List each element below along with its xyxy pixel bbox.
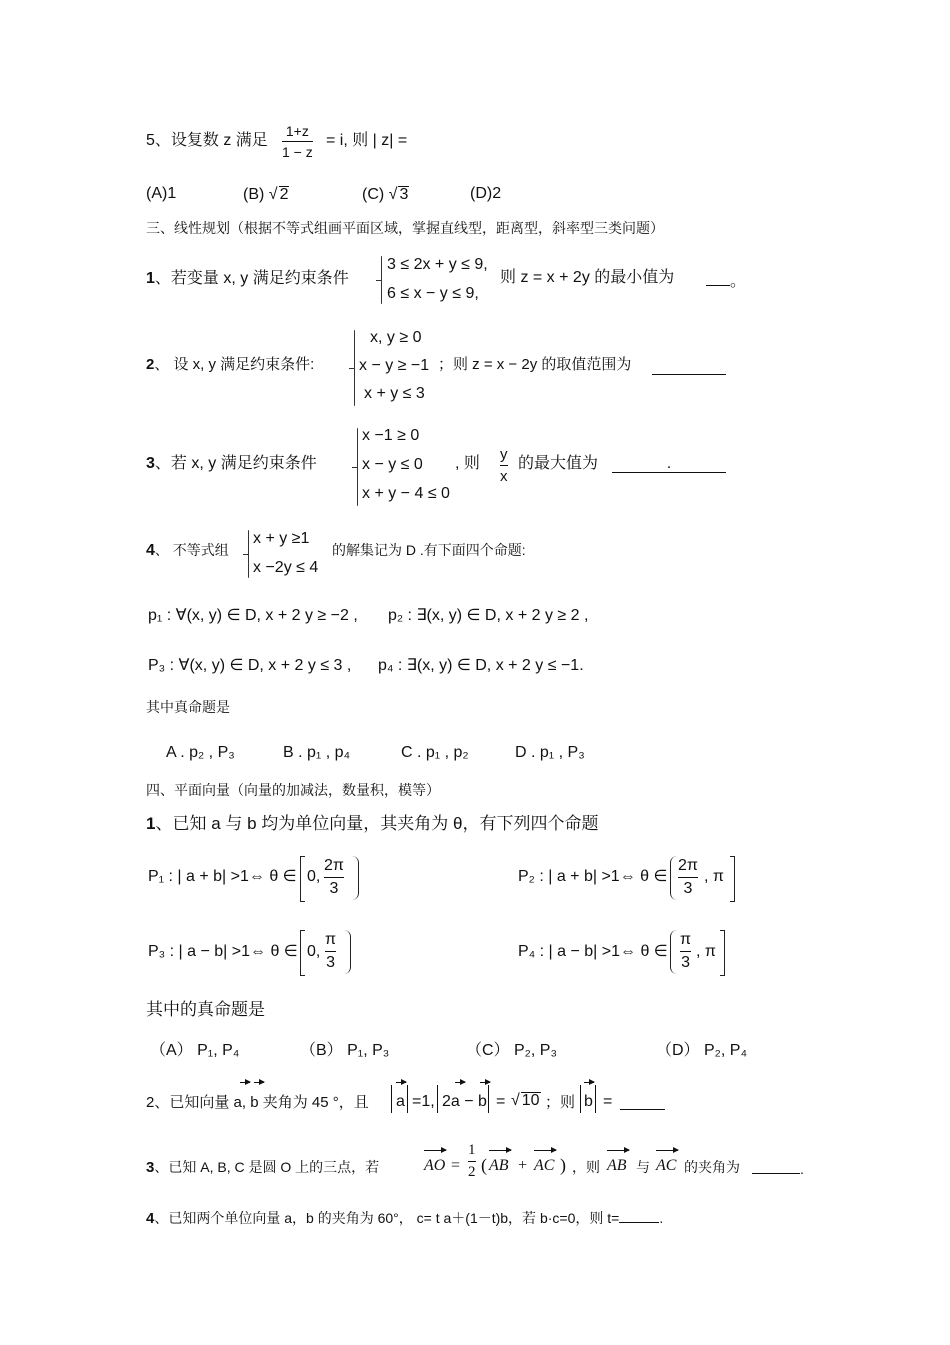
vec3-ao: AO [424, 1157, 446, 1174]
vec3-with: 与 [636, 1159, 650, 1175]
vec1-p4-lhs: P₄ : | a − b| >1⇔ θ ∈ [518, 943, 668, 960]
vec1-p2-frac-num: 2π [678, 857, 698, 874]
lp2-cond-2: x − y ≥ −1 [359, 357, 430, 374]
lp4-question [146, 543, 229, 559]
vec2-abs-b: b [584, 1093, 593, 1110]
vec3-answer-blank[interactable] [752, 1160, 800, 1174]
vec1-question [146, 815, 598, 832]
vec3-dot: . [800, 1161, 804, 1177]
lp3-fraction [500, 447, 508, 484]
vec3-then: ，则 [572, 1159, 600, 1175]
vec1-p2-frac-den: 3 [683, 880, 693, 897]
vec2-question: 2、已知向量 a, b 夹角为 45 °，且 [146, 1094, 369, 1111]
lp1-text: 、若变量 x, y 满足约束条件 [154, 270, 349, 287]
vec1-p3-frac-den: 3 [326, 954, 335, 971]
lp4-cond-2: x −2y ≤ 4 [253, 559, 319, 576]
vector-arrow-icon [396, 1082, 406, 1083]
vec1-p3-interval-left: 0, [307, 943, 321, 960]
lp2-answer-blank[interactable] [652, 358, 726, 375]
vec1-option-a: （A） P₁, P₄ [150, 1042, 240, 1059]
lp2-cond-3: x + y ≤ 3 [364, 385, 425, 402]
lp3-number: 3 [146, 455, 155, 472]
vec1-option-c: （C） P₂, P₃ [466, 1042, 557, 1059]
lp1-brace [381, 256, 382, 304]
vec1-p1-frac-den: 3 [329, 880, 339, 897]
vec1-option-d: （D） P₂, P₄ [656, 1042, 747, 1059]
abs-bar [407, 1085, 408, 1113]
vec2-abs-a: a [396, 1093, 405, 1110]
vec3-number: 3 [146, 1159, 155, 1176]
abs-bar [488, 1085, 489, 1113]
lp1-cond-1: 3 ≤ 2x + y ≤ 9, [387, 256, 488, 273]
lp3-brace [357, 428, 358, 506]
vec1-p3-frac-num: π [325, 931, 337, 948]
vec1-p1-frac-num: 2π [324, 857, 344, 874]
q5-option-b-radicand: 2 [279, 186, 289, 203]
vec4-number: 4 [146, 1210, 155, 1227]
q5-prefix: 5、设复数 z 满足 [146, 132, 268, 149]
q5-option-c-radicand: 3 [399, 186, 409, 203]
vec2-root [511, 1092, 541, 1109]
lp4-prop-p4: p₄ : ∃(x, y) ∈ D, x + 2 y ≤ −1. [378, 657, 584, 674]
vec1-true-label: 其中的真命题是 [146, 1000, 265, 1019]
vec2-expr: 2a − b [442, 1093, 487, 1110]
vec3-ac: AC [534, 1157, 555, 1174]
lp1-question [146, 271, 349, 287]
vec1-p2-interval-right: , π [704, 868, 724, 885]
vec1-p3-fraction [325, 932, 336, 971]
lp4-option-c: C . p₁ , p₂ [401, 744, 469, 761]
lp4-option-b: B . p₁ , p₄ [283, 744, 351, 761]
lp2-cond-1: x, y ≥ 0 [370, 329, 422, 346]
vector-arrow-icon [455, 1082, 465, 1083]
sqrt-icon: √ [388, 186, 398, 203]
vec2-answer-blank[interactable] [620, 1094, 665, 1110]
lp4-option-d: D . p₁ , P₃ [515, 744, 585, 761]
vec3-text: 、已知 A, B, C 是圆 O 上的三点，若 [154, 1159, 380, 1175]
vector-arrow-icon [489, 1150, 511, 1151]
lp3-cond-3: x + y − 4 ≤ 0 [362, 485, 450, 502]
vec3-ab: AB [489, 1157, 509, 1174]
vec1-p4-interval-right: , π [696, 943, 716, 960]
lp3-text: 、若 x, y 满足约束条件 [154, 455, 317, 472]
abs-bar [580, 1085, 581, 1113]
vec1-p1-interval-left: 0, [307, 868, 321, 885]
lp4-true-label: 其中真命题是 [146, 699, 230, 715]
vec1-p2-left-paren [670, 856, 677, 900]
vec4-text: 、已知两个单位向量 a，b 的夹角为 60°， c= t a＋(1－t)b，若 b·c=0，则 t= [154, 1210, 620, 1226]
vec2-eq3: = [603, 1093, 613, 1110]
vec1-p1-lhs: P₁ : | a + b| >1⇔ θ ∈ [148, 868, 297, 885]
vec3-paren-open: ( [481, 1155, 487, 1175]
lp2-after: ；则 z = x − 2y 的取值范围为 [438, 356, 632, 373]
q5-option-c-label: (C) [362, 186, 385, 203]
vec2-then: ；则 [545, 1094, 576, 1111]
vec4-question [146, 1210, 663, 1226]
lp3-answer-blank[interactable] [612, 456, 726, 473]
abs-bar [391, 1085, 392, 1113]
section-3-title: 三、线性规划（根据不等式组画平面区域，掌握直线型，距离型，斜率型三类问题） [146, 220, 664, 236]
vec3-question [146, 1160, 379, 1175]
lp4-prop-p3: P₃ : ∀(x, y) ∈ D, x + 2 y ≤ 3 , [148, 657, 352, 674]
q5-option-d: (D)2 [470, 185, 502, 202]
vec4-answer-blank[interactable] [619, 1210, 659, 1223]
vec1-p4-right-bracket [720, 930, 725, 976]
lp1-answer-blank[interactable] [706, 270, 730, 286]
vec4-dot: . [659, 1210, 664, 1226]
vec1-p4-frac-num: π [680, 931, 692, 948]
vector-arrow-icon [656, 1150, 678, 1151]
vec3-half [468, 1143, 476, 1180]
lp1-cond-2: 6 ≤ x − y ≤ 9, [387, 285, 479, 302]
lp4-cond-1: x + y ≥1 [253, 530, 310, 547]
lp3-cond-1: x −1 ≥ 0 [362, 427, 420, 444]
lp3-after: 的最大值为 [518, 455, 599, 472]
vector-arrow-icon [240, 1082, 250, 1083]
vec3-plus: + [518, 1157, 528, 1174]
lp3-frac-num: y [500, 446, 508, 463]
vec1-p4-left-paren [670, 930, 677, 974]
vec1-p1-right-paren [352, 856, 359, 900]
vec3-paren-close: ) [560, 1155, 566, 1175]
lp1-answer [706, 270, 746, 290]
vec2-answer [620, 1094, 665, 1114]
vector-arrow-icon [424, 1150, 446, 1151]
vec1-p4-frac-den: 3 [681, 954, 690, 971]
q5-option-c [362, 186, 409, 203]
vec3-ac2: AC [656, 1157, 677, 1174]
q5-frac-den: 1 − z [282, 144, 313, 160]
vec3-ab2: AB [607, 1157, 627, 1174]
sqrt-icon: √ [268, 186, 278, 203]
lp4-brace [248, 530, 249, 578]
lp3-question [146, 456, 317, 472]
vec1-p1-left-bracket [300, 856, 305, 902]
lp4-option-a: A . p₂ , P₃ [166, 744, 235, 761]
q5-suffix: = i, 则 | z| = [326, 132, 408, 149]
vec1-p2-right-bracket [730, 856, 735, 902]
lp4-prop-p2: p₂ : ∃(x, y) ∈ D, x + 2 y ≥ 2 , [388, 607, 589, 624]
lp2-question [146, 357, 314, 372]
abs-bar [437, 1085, 438, 1113]
section-4-title: 四、平面向量（向量的加减法，数量积，模等） [146, 782, 440, 798]
lp3-cond-2: x − y ≤ 0 [362, 456, 423, 473]
vec3-eq: = [451, 1157, 461, 1174]
vector-arrow-icon [534, 1150, 556, 1151]
lp4-prop-p1: p₁ : ∀(x, y) ∈ D, x + 2 y ≥ −2 , [148, 607, 358, 624]
lp1-end: 。 [730, 273, 747, 290]
vec1-option-b: （B） P₁, P₃ [300, 1042, 390, 1059]
vec1-p4-fraction [680, 932, 691, 971]
vector-arrow-icon [480, 1082, 490, 1083]
vec1-p2-lhs: P₂ : | a + b| >1⇔ θ ∈ [518, 868, 668, 885]
lp3-mid: , 则 [455, 455, 480, 472]
lp2-text: 、 设 x, y 满足约束条件: [154, 356, 315, 373]
vec3-answer [752, 1160, 804, 1176]
vec3-half-den: 2 [468, 1164, 476, 1180]
vec1-p3-lhs: P₃ : | a − b| >1⇔ θ ∈ [148, 943, 298, 960]
lp4-number: 4 [146, 542, 155, 559]
lp1-after: 则 z = x + 2y 的最小值为 [500, 269, 675, 286]
vec1-p3-right-paren [344, 930, 351, 974]
vec3-half-num: 1 [468, 1142, 476, 1158]
vec2-eq2: = [496, 1093, 506, 1110]
vec1-p3-left-bracket [300, 930, 305, 976]
vec1-p1-fraction [324, 858, 344, 897]
vec1-p2-fraction [678, 858, 698, 897]
vec1-number: 1 [146, 814, 156, 833]
vector-arrow-icon [584, 1082, 594, 1083]
vec2-eq1: =1, [412, 1093, 435, 1110]
lp3-answer [612, 456, 726, 473]
lp1-number: 1 [146, 270, 155, 287]
lp2-answer [652, 358, 726, 379]
q5-frac-num: 1+z [285, 123, 309, 139]
q5-option-b [243, 186, 289, 203]
q5-option-b-label: (B) [243, 186, 265, 203]
vector-arrow-icon [607, 1150, 629, 1151]
lp2-number: 2 [146, 356, 155, 373]
abs-bar [595, 1085, 596, 1113]
vec3-after: 的夹角为 [684, 1159, 740, 1175]
q5-option-a: (A)1 [146, 185, 177, 202]
lp3-dot: . [666, 455, 672, 472]
lp4-after: 的解集记为 D .有下面四个命题: [332, 542, 526, 558]
vector-arrow-icon [254, 1082, 264, 1083]
q5-fraction [282, 124, 313, 159]
lp3-frac-den: x [500, 468, 508, 485]
sqrt-icon: √ [511, 1092, 520, 1109]
vec1-text: 、已知 a 与 b 均为单位向量，其夹角为 θ，有下列四个命题 [155, 814, 599, 833]
vec2-radicand: 10 [521, 1092, 540, 1109]
lp4-text: 、 不等式组 [154, 542, 229, 558]
lp2-brace [354, 330, 355, 406]
